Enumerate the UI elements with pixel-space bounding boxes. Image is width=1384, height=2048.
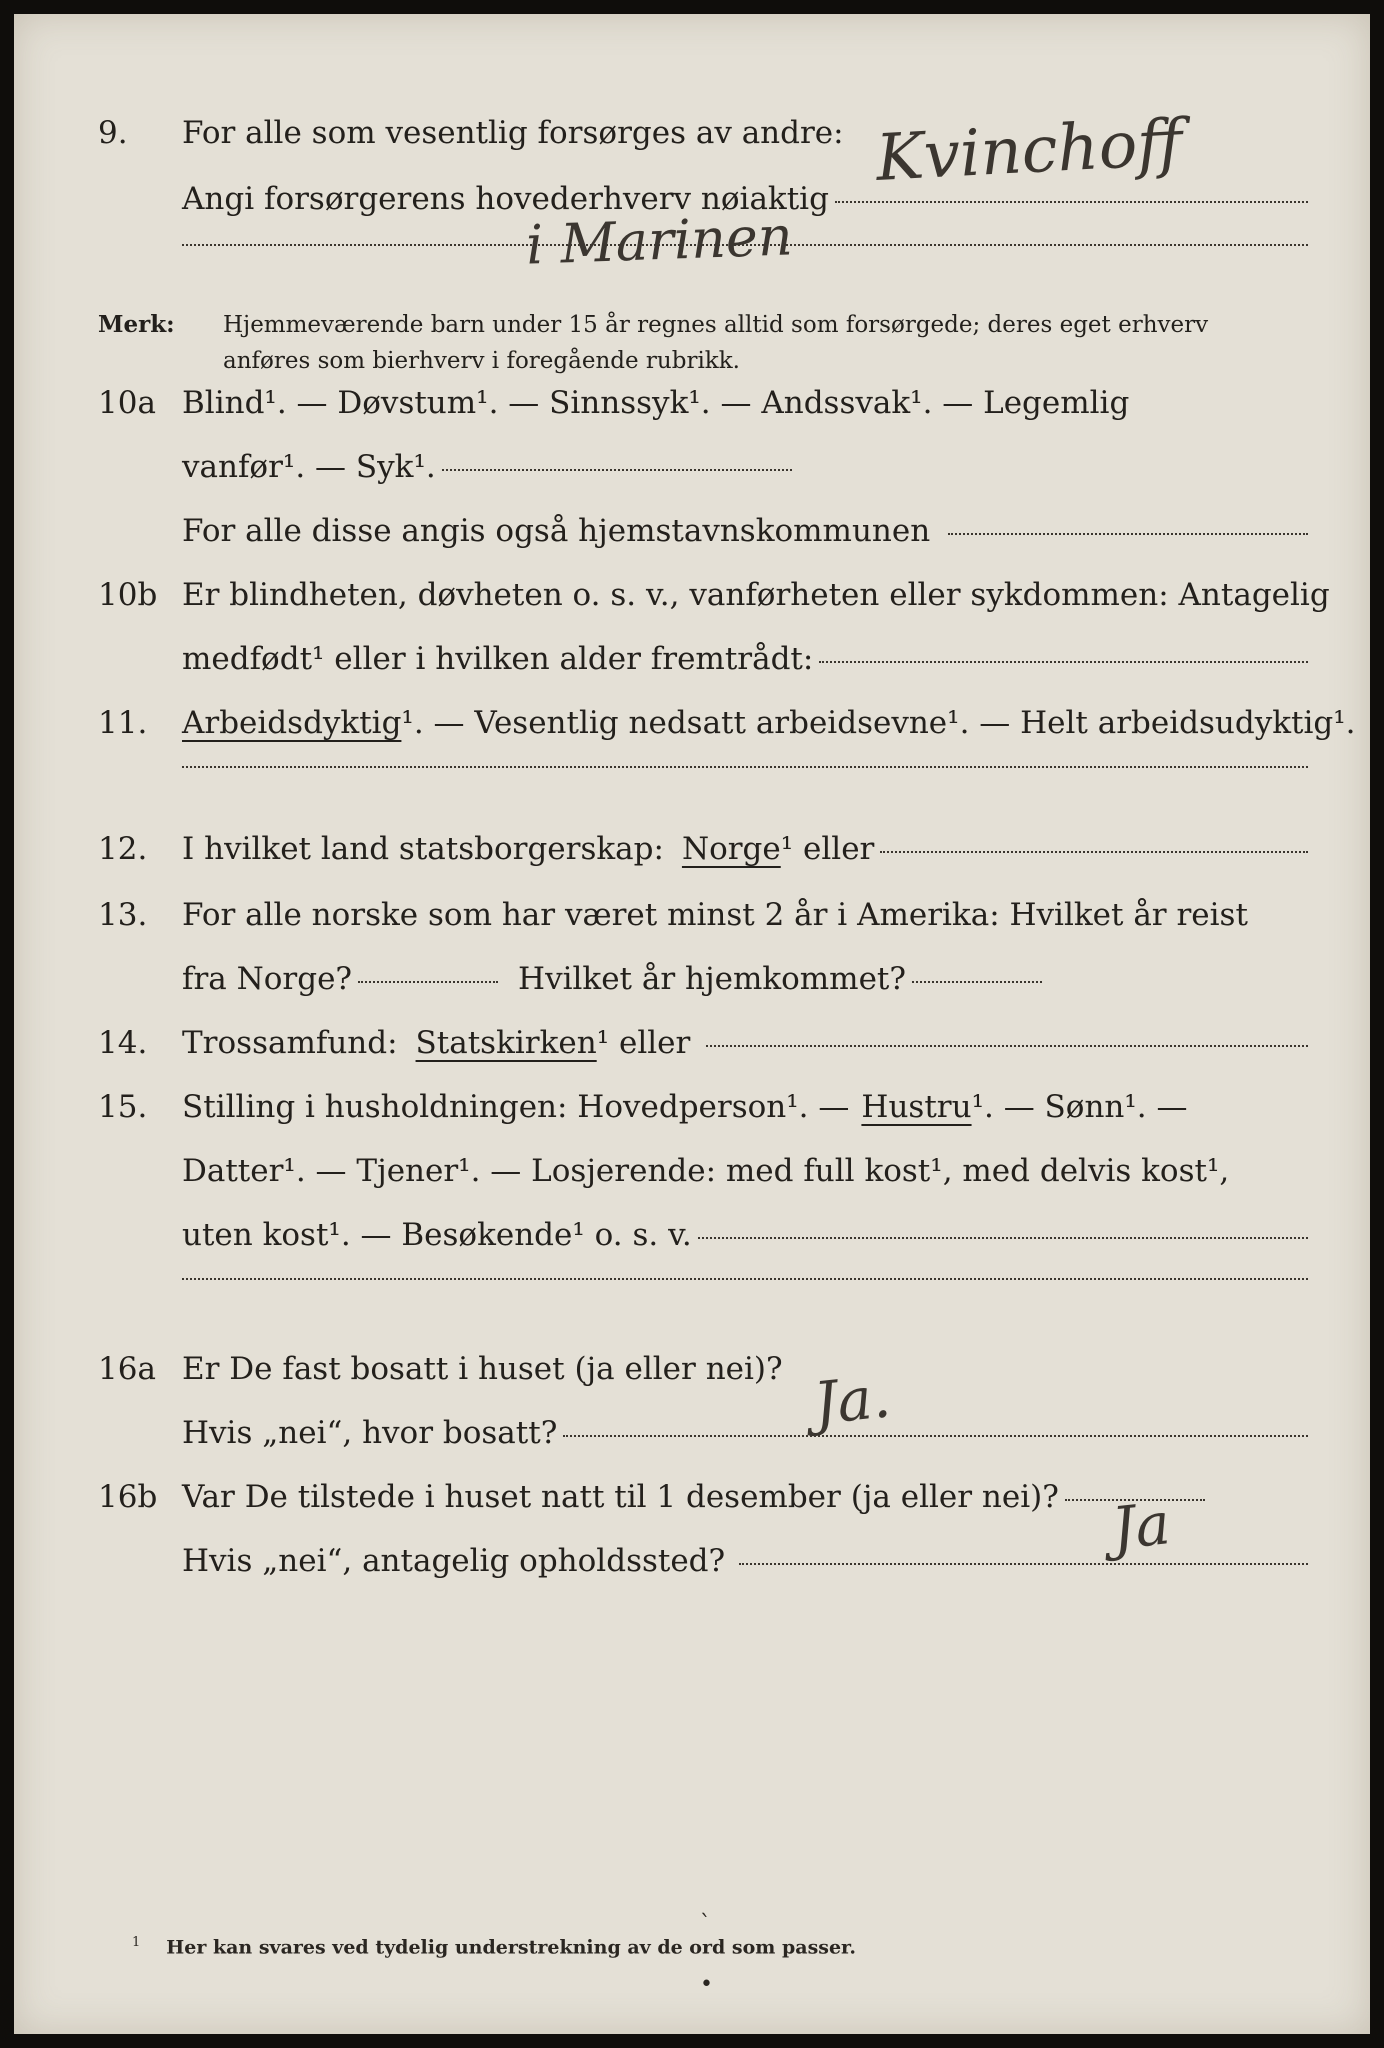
q10b-line1 [98,577,1330,644]
q16a-text-line2: Hvis „nei“, hvor bosatt? [182,1415,558,1451]
merk-text-line1: Hjemmeværende barn under 15 år regnes alltid som forsørgede; deres eget erhverv [223,312,1209,338]
q10a-text-line1: Blind¹. — Døvstum¹. — Sinnssyk¹. — Andssvak¹. — Legemlig [182,385,1130,421]
merk-line2 [98,344,1308,388]
merk-text-line2: anføres som bierhverv i foregående rubrikk. [223,348,740,374]
footnote-text: Her kan svares ved tydelig understrekning av de ord som passer. [166,1936,856,1959]
q9-text-line1: For alle som vesentlig forsørges av andre: [182,115,844,151]
q9-handwritten-answer2: i Marinen [524,204,794,277]
q16a-answer-line[interactable] [563,1435,1308,1437]
q13-line2 [98,961,1308,1028]
q9-answer-line[interactable] [835,201,1308,203]
q15-number: 15. [98,1089,148,1125]
q13-text-hjemkommet: Hvilket år hjemkommet? [518,961,907,997]
q13-hjemkommet-line[interactable] [912,981,1042,983]
q15-text-line1a: Stilling i husholdningen: Hovedperson¹. — [182,1089,850,1125]
q14-marked-option[interactable]: Statskirken [415,1025,597,1061]
q14-text: Trossamfund: [182,1025,398,1061]
q10a-answer-line[interactable] [442,469,792,471]
q14-answer-line[interactable] [706,1045,1308,1047]
q16b-opholdssted-line[interactable] [739,1563,1308,1565]
q12-answer-line[interactable] [880,851,1308,853]
merk-line1 [98,308,1308,344]
q10a-line1 [98,385,1308,452]
q13-reist-line[interactable] [358,981,498,983]
q16b-text-line2: Hvis „nei“, antagelig opholdssted? [182,1543,726,1579]
q15-line3 [98,1217,1308,1284]
q9-text-line2: Angi forsørgerens hovederhverv nøiaktig [182,181,829,217]
q11-text-rest: ¹. — Vesentlig nedsatt arbeidsevne¹. — Helt arbeidsudyktig¹. [401,705,1356,741]
q13-text-line1: For alle norske som har været minst 2 år i Amerika: Hvilket år reist [182,897,1248,933]
q11-line1 [98,705,1356,772]
ink-dot: • [700,1972,713,1997]
q15-text-line1b: ¹. — Sønn¹. — [971,1089,1188,1125]
q10a-line3 [98,513,1308,580]
q13-line1 [98,897,1308,964]
q14-line [98,1025,1308,1092]
q9-handwritten-answer1: Kvinchoff [874,106,1185,196]
q10b-text-line1: Er blindheten, døvheten o. s. v., vanførheten eller sykdommen: Antagelig [182,577,1330,613]
q12-text-rest: ¹ eller [780,831,875,867]
q15-line4 [98,1284,1308,1354]
q12-line [98,831,1308,900]
q12-number: 12. [98,831,148,867]
q15-marked-option[interactable]: Hustru [861,1089,972,1125]
q15-line1 [98,1089,1308,1156]
q16a-number: 16a [98,1351,156,1387]
q16a-line1 [98,1351,1308,1418]
q10a-text-line2: vanfør¹. — Syk¹. [182,449,436,485]
q10b-text-line2: medfødt¹ eller i hvilken alder fremtrådt: [182,641,814,677]
q10b-line2 [98,641,1308,708]
q16b-handwritten-answer: Ja [1108,1489,1174,1563]
q9-number: 9. [98,115,128,151]
form-page [14,14,1370,2034]
q11-answer-line[interactable] [182,766,1308,768]
q14-text-rest: ¹ eller [596,1025,691,1061]
q11-line2 [98,772,1308,834]
q16a-handwritten-answer: Ja. [810,1362,894,1438]
q15-answer-line[interactable] [698,1237,1308,1239]
q10a-text-line3: For alle disse angis også hjemstavnskommunen [182,513,931,549]
form-content [98,115,1356,1610]
q10a-number: 10a [98,385,156,421]
q12-text: I hvilket land statsborgerskap: [182,831,664,867]
merk-label: Merk: [98,311,175,338]
q10b-number: 10b [98,577,158,613]
q14-number: 14. [98,1025,148,1061]
q12-marked-option[interactable]: Norge [681,831,781,867]
q10a-hjemstavn-line[interactable] [948,533,1308,535]
q15-text-line2: Datter¹. — Tjener¹. — Losjerende: med full kost¹, med delvis kost¹, [182,1153,1230,1189]
q11-marked-option[interactable]: Arbeidsdyktig [182,705,402,741]
footnote-marker: 1 [132,1935,141,1950]
ink-mark: ˋ [700,1912,711,1937]
q16a-line2 [98,1415,1308,1482]
footnote [132,1935,856,1958]
q16b-number: 16b [98,1479,158,1515]
q15-line2 [98,1153,1308,1220]
q15-answer-line2[interactable] [182,1278,1308,1280]
q16b-text-line1: Var De tilstede i huset natt til 1 desember (ja eller nei)? [182,1479,1059,1515]
q15-text-line3: uten kost¹. — Besøkende¹ o. s. v. [182,1217,692,1253]
q16a-text-line1: Er De fast bosatt i huset (ja eller nei)? [182,1351,783,1387]
q10b-answer-line[interactable] [819,661,1308,663]
q13-number: 13. [98,897,148,933]
q10a-line2 [98,449,1308,516]
q11-number: 11. [98,705,148,741]
q13-text-reist: fra Norge? [182,961,353,997]
